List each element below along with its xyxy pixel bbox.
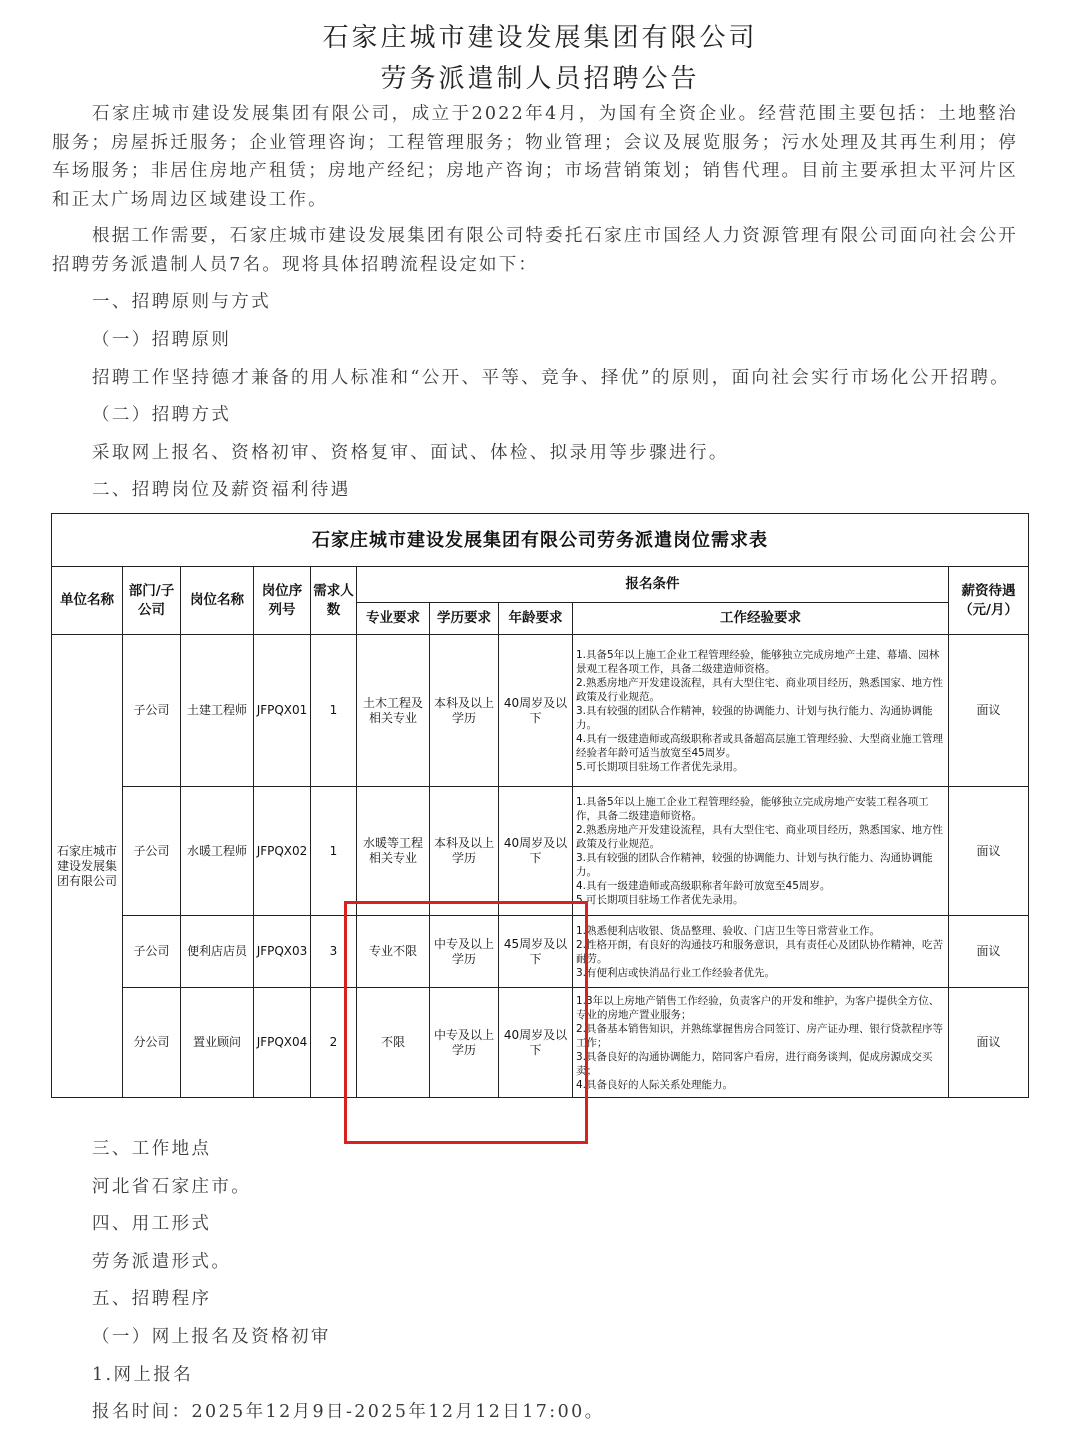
notice-title: 石家庄城市建设发展集团有限公司	[322, 23, 758, 53]
count-cell: 2	[311, 988, 357, 1098]
section-heading-3: 三、工作地点	[92, 1139, 212, 1159]
step-heading-online-registration: 1.网上报名	[92, 1365, 194, 1385]
age-cell: 40周岁及以下	[499, 635, 573, 787]
experience-item: 2.熟悉房地产开发建设流程，具有大型住宅、商业项目经历，熟悉国家、地方性政策及行业规范。	[576, 676, 944, 703]
header-code: 岗位序列号	[254, 567, 311, 635]
header-experience: 工作经验要求	[573, 603, 949, 635]
purpose-paragraph: 根据工作需要，石家庄城市建设发展集团有限公司特委托石家庄市国经人力资源管理有限公司面向社会公开招聘劳务派遣制人员7名。现将具体招聘流程设定如下：	[52, 226, 1018, 275]
experience-item: 1.具备5年以上施工企业工程管理经验，能够独立完成房地产土建、幕墙、园林景观工程各项工作，具备二级建造师资格。	[576, 648, 940, 675]
experience-item: 4.具备良好的人际关系处理能力。	[576, 1078, 734, 1091]
header-count: 需求人数	[311, 567, 357, 635]
table-row	[52, 787, 1029, 916]
education-cell: 本科及以上学历	[430, 635, 499, 787]
position-cell: 便利店店员	[181, 916, 254, 988]
count-cell: 3	[311, 916, 357, 988]
experience-item: 1.3年以上房地产销售工作经验，负责客户的开发和维护，为客户提供全方位、专业的房地产置业服务；	[576, 994, 940, 1021]
education-cell: 中专及以上学历	[430, 988, 499, 1098]
count-cell: 1	[311, 635, 357, 787]
major-cell: 不限	[357, 988, 430, 1098]
experience-item: 5.可长期项目驻场工作者优先录用。	[576, 760, 744, 773]
dept-cell: 子公司	[123, 635, 181, 787]
experience-item: 3.具有较强的团队合作精神，较强的协调能力、计划与执行能力、沟通协调能力。	[576, 704, 933, 731]
header-conditions: 报名条件	[357, 567, 949, 603]
dept-cell: 分公司	[123, 988, 181, 1098]
header-dept: 部门/子公司	[123, 567, 181, 635]
major-cell: 水暖等工程相关专业	[357, 787, 430, 916]
experience-cell	[573, 635, 949, 787]
highlight-annotation-box	[344, 901, 588, 1144]
major-cell: 专业不限	[357, 916, 430, 988]
method-text: 采取网上报名、资格初审、资格复审、面试、体检、拟录用等步骤进行。	[92, 443, 729, 463]
section-heading-1: 一、招聘原则与方式	[92, 292, 272, 312]
section-heading-4: 四、用工形式	[92, 1214, 212, 1234]
position-cell: 置业顾问	[181, 988, 254, 1098]
experience-item: 2.性格开朗，有良好的沟通技巧和服务意识，具有责任心及团队协作精神，吃苦耐劳。	[576, 938, 944, 965]
salary-cell: 面议	[949, 787, 1029, 916]
experience-item: 5.可长期项目驻场工作者优先录用。	[576, 894, 744, 906]
code-cell: JFPQX04	[254, 988, 311, 1098]
header-education: 学历要求	[430, 603, 499, 635]
code-cell: JFPQX02	[254, 787, 311, 916]
unit-name-cell: 石家庄城市建设发展集团有限公司	[52, 635, 123, 1098]
notice-subtitle: 劳务派遣制人员招聘公告	[380, 64, 700, 94]
experience-item: 1.具备5年以上施工企业工程管理经验，能够独立完成房地产安装工程各项工作，具备二级建造师资格。	[576, 796, 929, 822]
experience-item: 4.具有一级建造师或高级职称者年龄可放宽至45周岁。	[576, 880, 831, 892]
dept-cell: 子公司	[123, 787, 181, 916]
salary-cell: 面议	[949, 916, 1029, 988]
code-cell: JFPQX01	[254, 635, 311, 787]
experience-item: 1.熟悉便利店收银、货品整理、验收、门店卫生等日常营业工作。	[576, 924, 881, 937]
principle-text: 招聘工作坚持德才兼备的用人标准和“公开、平等、竞争、择优”的原则，面向社会实行市场化公开招聘。	[92, 368, 1011, 388]
experience-item: 3.具备良好的沟通协调能力，陪同客户看房，进行商务谈判，促成房源成交买卖；	[576, 1050, 933, 1077]
section-heading-2: 二、招聘岗位及薪资福利待遇	[92, 480, 351, 500]
major-cell: 土木工程及相关专业	[357, 635, 430, 787]
experience-cell	[573, 787, 949, 916]
subsection-heading-1-1: （一）招聘原则	[92, 330, 232, 350]
education-cell: 本科及以上学历	[430, 787, 499, 916]
dept-cell: 子公司	[123, 916, 181, 988]
employment-form-text: 劳务派遣形式。	[92, 1252, 232, 1272]
age-cell: 40周岁及以下	[499, 988, 573, 1098]
experience-item: 3.有便利店或快消品行业工作经验者优先。	[576, 966, 776, 979]
intro-paragraph: 石家庄城市建设发展集团有限公司，成立于2022年4月，为国有全资企业。经营范围主要包括：土地整治服务；房屋拆迁服务；企业管理咨询；工程管理服务；物业管理；会议及展览服务；污水处理及其再生利用；停车场服务；非居住房地产租赁；房地产经纪；房地产咨询；市场营销策划；销售代理。目前主要承担太平河片区和正太广场周边区域建设工作。	[52, 104, 1018, 210]
registration-time-text: 报名时间：2025年12月9日-2025年12月12日17:00。	[92, 1402, 605, 1422]
experience-item: 2.具备基本销售知识，并熟练掌握售房合同签订、房产证办理、银行贷款程序等工作；	[576, 1022, 944, 1049]
age-cell: 40周岁及以下	[499, 787, 573, 916]
count-cell: 1	[311, 787, 357, 916]
salary-cell: 面议	[949, 635, 1029, 787]
experience-item: 4.具有一级建造师或高级职称者或具备超高层施工管理经验、大型商业施工管理经验者年龄可适当放宽至45周岁。	[576, 732, 944, 759]
header-salary: 薪资待遇（元/月）	[949, 567, 1029, 635]
experience-item: 3.具有较强的团队合作精神，较强的协调能力、计划与执行能力、沟通协调能力。	[576, 852, 933, 878]
education-cell: 中专及以上学历	[430, 916, 499, 988]
subsection-heading-5-1: （一）网上报名及资格初审	[92, 1327, 331, 1347]
salary-cell: 面议	[949, 988, 1029, 1098]
experience-cell	[573, 916, 949, 988]
experience-cell	[573, 988, 949, 1098]
table-row	[52, 635, 1029, 787]
position-cell: 水暖工程师	[181, 787, 254, 916]
work-location-text: 河北省石家庄市。	[92, 1177, 252, 1197]
table-caption: 石家庄城市建设发展集团有限公司劳务派遣岗位需求表	[52, 514, 1029, 567]
code-cell: JFPQX03	[254, 916, 311, 988]
age-cell: 45周岁及以下	[499, 916, 573, 988]
subsection-heading-1-2: （二）招聘方式	[92, 405, 232, 425]
experience-item: 2.熟悉房地产开发建设流程，具有大型住宅、商业项目经历，熟悉国家、地方性政策及行业规范。	[576, 824, 944, 850]
header-unit: 单位名称	[52, 567, 123, 635]
header-age: 年龄要求	[499, 603, 573, 635]
header-position: 岗位名称	[181, 567, 254, 635]
position-cell: 土建工程师	[181, 635, 254, 787]
section-heading-5: 五、招聘程序	[92, 1289, 212, 1309]
header-major: 专业要求	[357, 603, 430, 635]
